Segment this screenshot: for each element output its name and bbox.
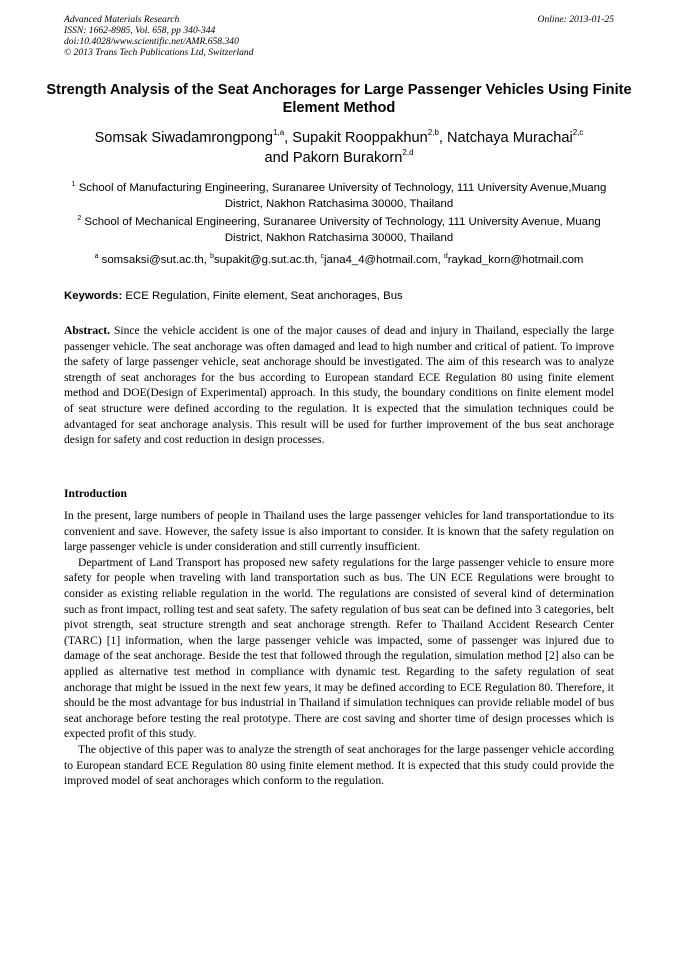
author-sup: 1,a [273,128,285,137]
author-name: Natchaya Murachai [447,130,573,146]
author-sup: 2,b [427,128,439,137]
journal-issn: ISSN: 1662-8985, Vol. 658, pp 340-344 [64,25,216,36]
affiliation-2: $^2$ School of Mechanical Engineering, Suranaree University of Technology, 111 University Avenue, Muang District, Nakhon Ratchasima 30000, Thailand [77,215,601,244]
keywords [64,288,614,304]
author-sup: 2,d [402,148,414,157]
paragraph: Department of Land Transport has proposed new safety regulations for the large passenger vehicle to ensure more safety for people when traveling with land transportation such as bus. The UN ECE Regulations were brought to consider as existing reliable regulation in the world. The regulations are consisted of several kind of determination such as front impact, rolling test and seat safety. The safety regulation of bus seat can be defined into 3 categories, belt pivot strength, seat structure strength and seat anchorage strength. Refer to Thailand Accident Research Center (TARC) [1] information, when the large passenger vehicle was impacted, some of passenger was injured due to damage of the seat anchorage. Beside the test that followed through the regulation, simulation method [2] also can be applied as alternative test method in compliance with dynamic test. Regarding to the safety regulation of seat anchorage that might be issued in the next few years, it may be defined according to ECE Regulation 80. Therefore, it should be the most advantage for bus industrial in Thailand if simulation techniques can provide reliable model of bus seat anchorage before testing the real prototype. There are cost saving and shorter time of design processes which is expected profit of this study. [64,555,614,741]
email-link[interactable]: supakit@g.sut.ac.th, [213,254,321,266]
introduction-body [64,508,614,789]
keywords-label: Keywords: [64,290,123,302]
keywords-text: ECE Regulation, Finite element, Seat anchorages, Bus [122,290,403,302]
paragraph: In the present, large numbers of people in Thailand uses the large passenger vehicles for land transportationdue to its convenient and save. However, the safety issue is also important to consider. It is known that the safety regulation on large passenger vehicle is under consideration and still currently insufficient. [64,509,614,554]
abstract [64,323,614,448]
paragraph: The objective of this paper was to analyze the strength of seat anchorages for the large passenger vehicle according to European standard ECE Regulation 80 using finite element method. It is expected that this study could provide the improved model of seat anchorages which conform to the regulation. [64,742,614,788]
section-heading: Introduction [64,487,127,500]
affiliation-1: $^1$ School of Manufacturing Engineering, Suranaree University of Technology, 111 University Avenue,Muang District, Nakhon Ratchasima 30000, Thailand [71,181,607,210]
email-link[interactable]: raykad_korn@hotmail.com [447,254,584,266]
author-name: Supakit Rooppakhun [292,130,428,146]
author-sup: 2,c [572,128,584,137]
email-link[interactable]: jana4_4@hotmail.com, [324,254,444,266]
journal-doi: doi:10.4028/www.scientific.net/AMR.658.340 [64,36,239,47]
email-link[interactable]: somsaksi@sut.ac.th, [101,254,211,266]
journal-header [64,14,254,58]
author-name: Somsak Siwadamrongpong [94,130,274,146]
author-emails: $^a$ somsaksi@sut.ac.th, $^b$supakit@g.sut.ac.th, $^c$jana4_4@hotmail.com, $^d$raykad_korn@hotmail.com [94,253,584,266]
paper-title: Strength Analysis of the Seat Anchorages for Large Passenger Vehicles Using Finite Element Method [46,82,632,116]
abstract-label: Abstract. [64,324,111,337]
author-list: Somsak Siwadamrongpong$^{1,a}$, Supakit Rooppakhun$^{2,b}$, Natchaya Murachai$^{2,c}$ and Pakorn Burakorn$^{2,d}$ [94,128,584,166]
journal-copyright: © 2013 Trans Tech Publications Ltd, Switzerland [64,47,254,58]
abstract-text: Since the vehicle accident is one of the major causes of dead and injury in Thailand, especially the large passenger vehicle. The seat anchorage was often damaged and lead to high number and critical of patient. To improve the safety of large passenger vehicle, seat anchorage should be investigated. The aim of this research was to analyze strength of seat anchorages for the bus according to European standard ECE Regulation 80 using finite element method and DOE(Design of Experimental) approach. In this study, the boundary conditions on finite element model of seat structure were defined according to the regulation. It is expected that the simulation techniques could be advantaged for seat anchorage analysis. This result will be used for further improvement of the bus seat anchorage design for safety and cost reduction in design processes. [64,324,614,447]
online-date: Online: 2013-01-25 [537,14,614,25]
author-name: Pakorn Burakorn [292,150,403,166]
journal-name: Advanced Materials Research [64,14,180,25]
